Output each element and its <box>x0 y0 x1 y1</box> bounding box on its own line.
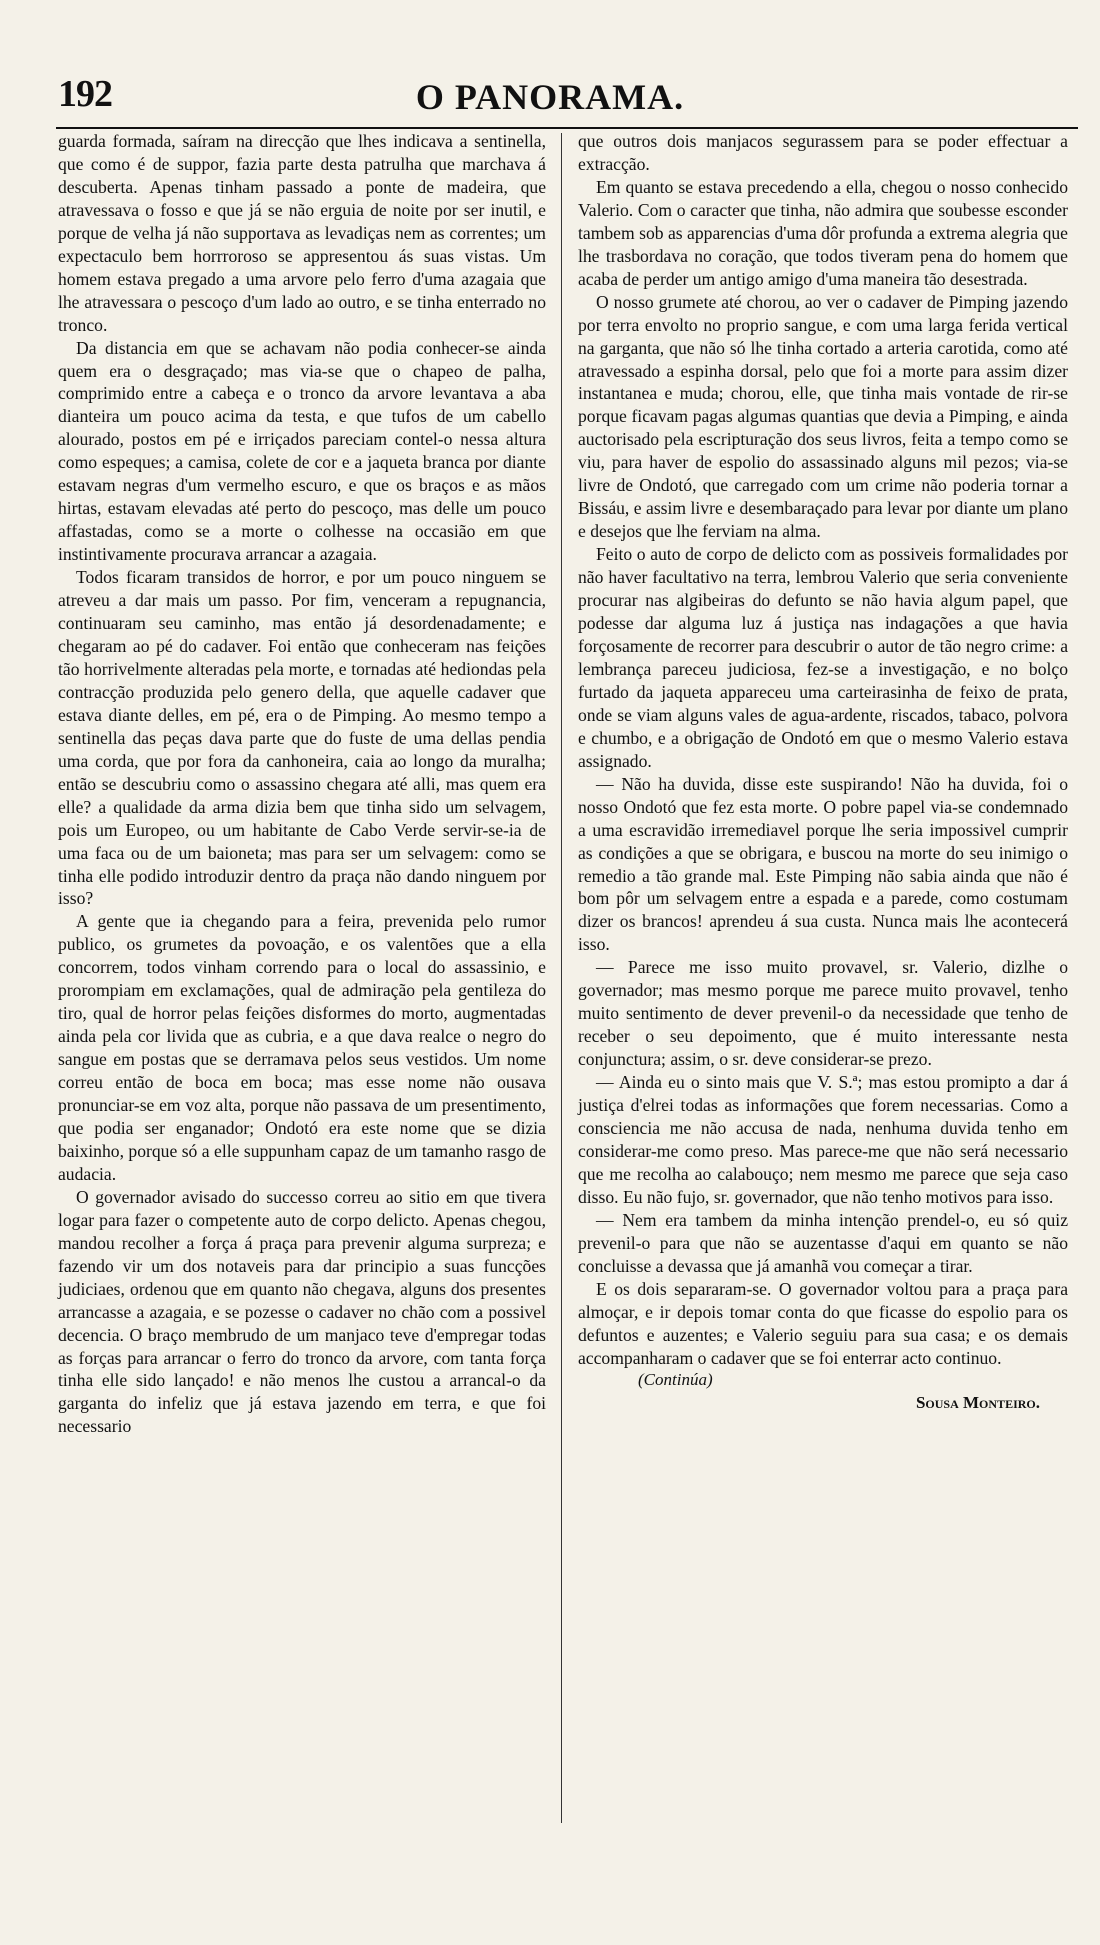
page-number: 192 <box>58 73 112 115</box>
author-signature: Sousa Monteiro. <box>915 1392 1040 1412</box>
paragraph: Em quanto se estava precedendo a ella, chegou o nosso conhecido Valerio. Com o caracter que tinha, não admira que soubesse esconder tambem sob as apparencias d'uma dôr profunda a extrema alegria que lhe trasbordava no coração, que todos tiveram pena do homem que acaba de perder um antigo amigo d'uma maneira tão desestrada. <box>578 176 1068 289</box>
paragraph: — Ainda eu o sinto mais que V. S.ª; mas estou promipto a dar á justiça d'elrei todas as informações que forem necessarias. Como a consciencia me não accusa de nada, nenhuma duvida tenho em considerar-me como preso. Mas parece-me que não será necessario que me recolha ao calabouço; nem mesmo me parece que seja caso disso. Eu não fujo, sr. governador, que não tenho motivos para isso. <box>578 1072 1068 1207</box>
paragraph: Feito o auto de corpo de delicto com as possiveis formalidades por não haver facultativo na terra, lembrou Valerio que seria conveniente procurar nas algibeiras do defunto se não havia algum papel, que podesse dar alguma luz á justiça nas indagações a que havia forçosamente de recorrer para descubrir o autor de tão negro crime: a lembrança pareceu judiciosa, fez-se a investigação, e no bolço furtado da jaqueta appareceu uma carteirasinha de feixo de prata, onde se viam alguns vales de agua-ardente, riscados, tabaco, polvora e chumbo, e a obrigação de Ondotó em que o mesmo Valerio estava assignado. <box>578 544 1068 771</box>
paragraph: O governador avisado do successo correu ao sitio em que tivera logar para fazer o competente auto de corpo delicto. Apenas chegou, mandou recolher a força á praça para prevenir alguma surpreza; e fazendo vir um dos notaveis para dar principio a suas funcções judiciaes, ordenou que em quanto não chegava, alguns dos presentes arrancasse a azagaia, e se pozesse o cadaver no chão com a possivel decencia. O braço membrudo de um manjaco teve d'empregar todas as forças para arrancar o ferro do tronco da arvore, com tanta força tinha elle sido lançado! e não menos lhe custou a arrancal-o da garganta do infeliz que já estava jazendo em terra, e que foi necessario <box>58 1186 546 1437</box>
paragraph: O nosso grumete até chorou, ao ver o cadaver de Pimping jazendo por terra envolto no proprio sangue, e com uma larga ferida vertical na garganta, que não só lhe tinha cortado a arteria carotida, como até atravessado a espinha dorsal, pelo que foi a morte para assim dizer instantanea e muda; chorou, elle, que tinha mais vontade de rir-se porque ficavam pagas algumas quantias que devia a Pimping, e ainda auctorisado pela escripturação dos seus livros, feita a tempo como se viu, para haver de espolio do assassinado alguns mil pezos; via-se livre de Ondotó, que carregado com um crime não poderia tornar a Bissáu, e assim livre e desembaraçado para levar por diante um plano e desejos que lhe ferviam na alma. <box>578 291 1068 542</box>
paragraph: A gente que ia chegando para a feira, prevenida pelo rumor publico, os grumetes da povoação, e os valentões que a ella concorrem, todos vinham correndo para o local do assassinio, e prorompiam em exclamações, qual de admiração pela gentileza do tiro, qual de horror pelas feições disformes do morto, augmentadas ainda pela cor livida que as cubria, e a que dava realce o negro do sangue em postas que se derramava pelos seus vestidos. Um nome correu então de boca em boca; mas esse nome não ousava pronunciar-se em voz alta, porque não passava de um presentimento, que podia ser enganador; Ondotó era este nome que se dizia baixinho, porque só a elle suppunham capaz de um tamanho rasgo de audacia. <box>58 911 546 1184</box>
paragraph: guarda formada, saíram na direcção que lhes indicava a sentinella, que como é de suppor, fazia parte desta patrulha que marchava á descuberta. Apenas tinham passado a ponte de madeira, que atravessava o fosso e que já se não erguia de noite por ser inutil, e porque de velha já não supportava as levadiças nem as correntes; um expectaculo bem horrroroso se appresentou ás suas vistas. Um homem estava pregado a uma arvore pelo ferro d'uma azagaia que lhe atravessara o pescoço d'um lado ao outro, e se tinha enterrado no tronco. <box>58 131 546 335</box>
column-divider <box>561 133 562 1823</box>
right-column <box>578 130 1068 1414</box>
paragraph: que outros dois manjacos segurassem para se poder effectuar a extracção. <box>578 131 1068 174</box>
paragraph: — Parece me isso muito provavel, sr. Valerio, dizlhe o governador; mas mesmo porque me parece muito provavel, tenho muito sentimento de dever prevenil-o da necessidade que tenho de receber o seu depoimento, que é muito interessante nesta conjunctura; assim, o sr. deve considerar-se prezo. <box>578 957 1068 1070</box>
paragraph: Da distancia em que se achavam não podia conhecer-se ainda quem era o desgraçado; mas via-se que o chapeo de palha, comprimido entre a cabeça e o tronco da arvore levantava a aba dianteira um pouco acima da testa, e que tufos de um cabello alourado, postos em pé e irriçados pareciam contel-o nessa altura como espeques; a camisa, colete de cor e a jaqueta branca por diante estavam negras d'um vermelho escuro, e que os braços e as mãos hirtas, estavam elevadas até perto do pescoço, mas delle um pouco affastadas, como se a morte o colhesse na occasião em que instintivamente procurava arrancar a azagaia. <box>58 337 546 565</box>
page-title: O PANORAMA. <box>415 77 685 117</box>
paragraph: E os dois separaram-se. O governador voltou para a praça para almoçar, e ir depois tomar conta do que ficasse do espolio para os defuntos e auzentes; e Valerio seguiu para sua casa; e os demais accompanharam o cadaver que se foi enterrar acto continuo. <box>578 1278 1068 1368</box>
continua-note: (Continúa) <box>638 1370 713 1390</box>
header-rule <box>56 127 1078 129</box>
paragraph: Todos ficaram transidos de horror, e por um pouco ninguem se atreveu a dar mais um passo. Por fim, venceram a repugnancia, continuaram seu caminho, mas então já desordenadamente; e chegaram ao pé do cadaver. Foi então que conheceram nas feições tão horrivelmente alteradas pela morte, e tornadas até hediondas pela contracção produzida pelo genero della, que aquelle cadaver que estava diante delles, em pé, era o de Pimping. Ao mesmo tempo a sentinella das peças dava parte que do fuste de uma dellas pendia uma corda, que por fora da canhoneira, caia ao longo da muralha; então se descubriu como o assassino chegara até alli, mas quem era elle? a qualidade da arma dizia bem que tinha sido um selvagem, pois um Europeo, ou um habitante de Cabo Verde servir-se-ia de uma faca ou de um baioneta; mas para ser um selvagem: como se tinha elle podido introduzir dentro da praça não dando ninguem por isso? <box>58 567 546 909</box>
paragraph: — Não ha duvida, disse este suspirando! Não ha duvida, foi o nosso Ondotó que fez esta morte. O pobre papel via-se condemnado a uma escravidão irremediavel porque lhe seria impossivel cumprir as condições a que se obrigara, e buscou na morte do seu inimigo o remedio a tão grande mal. Este Pimping não sabia ainda que não é bom pôr um selvagem entre a espada e a parede, como costumam dizer os brancos! aprendeu á sua custa. Nunca mais lhe acontecerá isso. <box>578 773 1068 955</box>
paragraph: — Nem era tambem da minha intenção prendel-o, eu só quiz prevenil-o para que não se auzentasse d'aqui em quanto se não concluisse a devassa que já amanhã vou começar a tirar. <box>578 1209 1068 1276</box>
left-column <box>58 130 546 1438</box>
